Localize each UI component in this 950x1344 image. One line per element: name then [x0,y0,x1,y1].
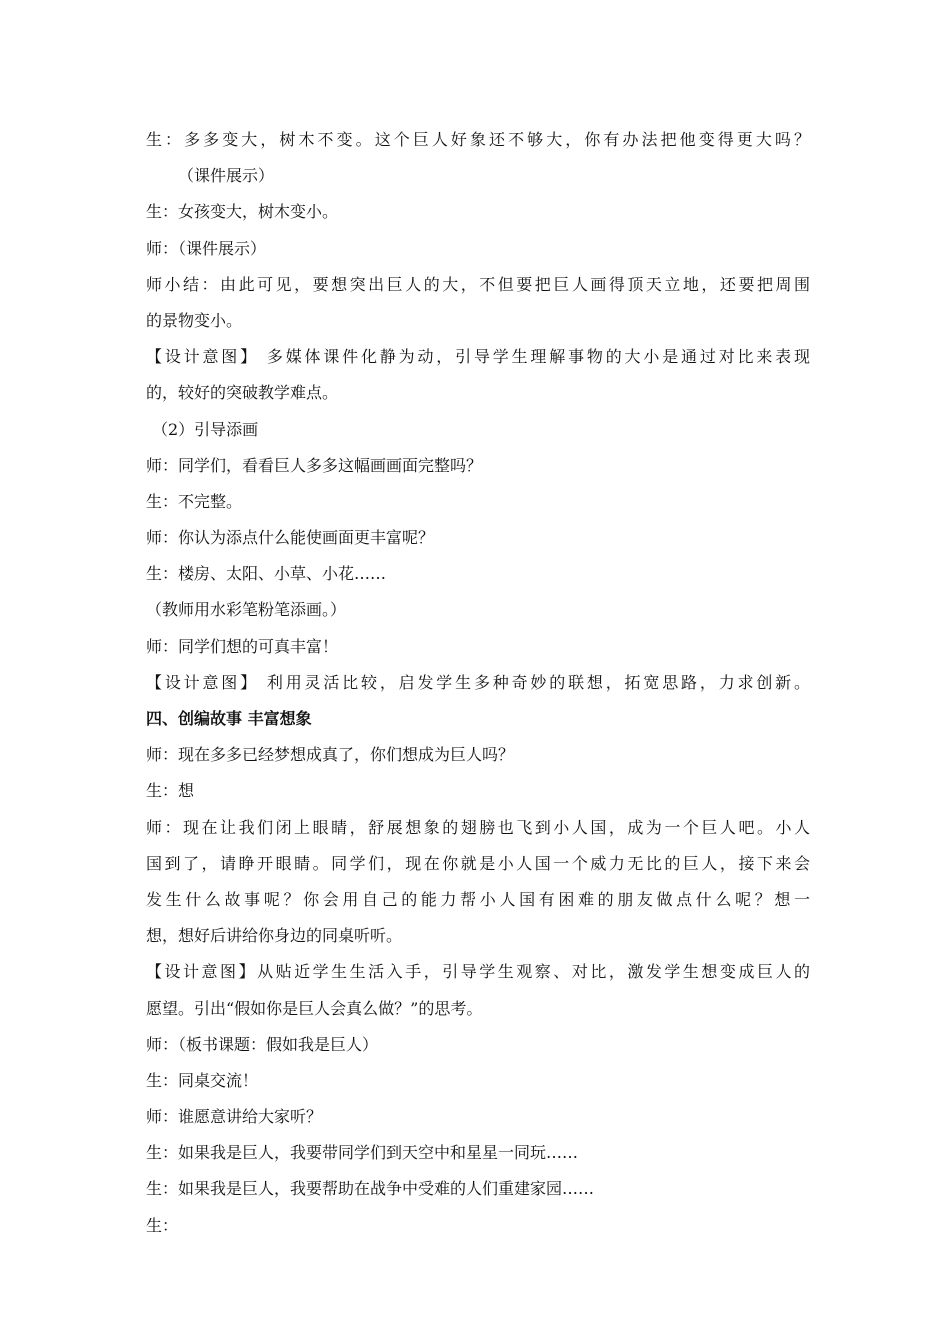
text-line: 生：想 [146,781,195,801]
design-intent-line: 愿望。引出“假如你是巨人会真么做？”的思考。 [146,998,483,1018]
text-line: 师：你认为添点什么能使画面更丰富呢？ [146,528,435,548]
text-line: 师：同学们，看看巨人多多这幅画画面完整吗？ [146,455,483,475]
text-line: 生：楼房、太阳、小草、小花…… [146,564,387,584]
text-line: 国到了，请睁开眼睛。同学们，现在你就是小人国一个威力无比的巨人，接下来会 [146,853,810,873]
text-line: 师：现在多多已经梦想成真了，你们想成为巨人吗？ [146,745,515,765]
text-line: 的景物变小。 [146,310,243,330]
text-line: 生：女孩变大，树木变小。 [146,202,339,222]
text-line: 生： [146,1215,179,1235]
text-line: 生：同桌交流！ [146,1070,259,1090]
text-line: 生：如果我是巨人，我要帮助在战争中受难的人们重建家园…… [146,1179,595,1199]
text-line: 想，想好后讲给你身边的同桌听听。 [146,926,403,946]
design-intent-line: 【设计意图】 多媒体课件化静为动，引导学生理解事物的大小是通过对比来表现 [146,347,810,367]
text-line: 师：现在让我们闭上眼睛，舒展想象的翅膀也飞到小人国，成为一个巨人吧。小人 [146,817,810,837]
design-intent-line: 【设计意图】从贴近学生生活入手，引导学生观察、对比，激发学生想变成巨人的 [146,962,810,982]
design-intent-line: 的，较好的突破教学难点。 [146,383,339,403]
text-line: 师：同学们想的可真丰富！ [146,636,339,656]
text-line: 师：（板书课题：假如我是巨人） [146,1034,379,1054]
sub-heading: （2）引导添画 [152,419,259,439]
text-line: 发生什么故事呢？你会用自己的能力帮小人国有困难的朋友做点什么呢？想一 [146,889,810,909]
text-line: 师：谁愿意讲给大家听？ [146,1107,323,1127]
text-line: 师：（课件展示） [146,238,267,258]
text-line: （课件展示） [178,166,275,186]
design-intent-line: 【设计意图】 利用灵活比较，启发学生多种奇妙的联想，拓宽思路，力求创新。 [146,672,810,692]
document-page [146,122,810,1244]
text-line: 生：多多变大，树木不变。这个巨人好象还不够大，你有办法把他变得更大吗？ [146,130,810,149]
section-heading: 四、创编故事 丰富想象 [146,709,312,728]
text-line: 生：如果我是巨人，我要带同学们到天空中和星星一同玩…… [146,1143,579,1163]
text-line: 生：不完整。 [146,491,243,511]
text-line: 师小结：由此可见，要想突出巨人的大，不但要把巨人画得顶天立地，还要把周围 [146,274,810,294]
text-line: （教师用水彩笔粉笔添画。） [146,600,347,620]
